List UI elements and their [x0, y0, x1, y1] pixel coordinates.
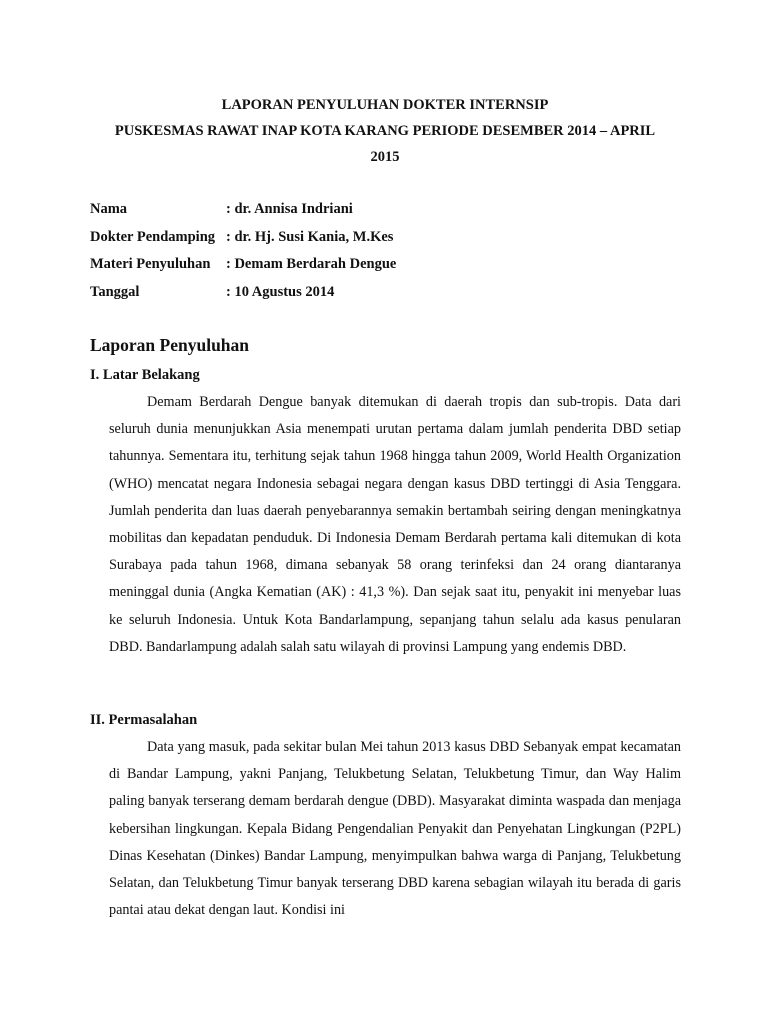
meta-row-materi-penyuluhan: [90, 251, 396, 279]
meta-row-nama: [90, 196, 396, 224]
title-line-2: PUSKESMAS RAWAT INAP KOTA KARANG PERIODE DESEMBER 2014 – APRIL: [114, 123, 656, 139]
meta-value: : dr. Hj. Susi Kania, M.Kes: [226, 228, 394, 245]
report-heading: Laporan Penyuluhan: [90, 335, 250, 355]
section-paragraph-permasalahan: Data yang masuk, pada sekitar bulan Mei tahun 2013 kasus DBD Sebanyak empat kecamatan di Bandar Lampung, yakni Panjang, Telukbetung Selatan, Telukbetung Timur, dan Way Halim paling banyak terserang demam berdarah dengue (DBD). Masyarakat diminta waspada dan menjaga kebersihan lingkungan. Kepala Bidang Pengendalian Penyakit dan Penyehatan Lingkungan (P2PL) Dinas Kesehatan (Dinkes) Bandar Lampung, menyimpulkan bahwa warga di Panjang, Telukbetung Selatan, dan Telukbetung Timur banyak terserang DBD karena sebagian wilayah itu berada di garis pantai atau dekat dengan laut. Kondisi ini: [109, 739, 681, 919]
meta-label: Nama: [90, 201, 128, 217]
meta-row-dokter-pendamping: [90, 224, 396, 252]
meta-table: [90, 196, 396, 306]
meta-value: : 10 Agustus 2014: [226, 283, 335, 300]
section-heading-permasalahan: II. Permasalahan: [90, 712, 198, 728]
section-heading-latar-belakang: I. Latar Belakang: [90, 367, 200, 383]
meta-label: Materi Penyuluhan: [90, 256, 211, 272]
title-line-1: LAPORAN PENYULUHAN DOKTER INTERNSIP: [221, 97, 549, 113]
meta-value: : Demam Berdarah Dengue: [226, 256, 397, 272]
document-title: [90, 92, 680, 170]
title-line-3: 2015: [370, 149, 400, 165]
meta-value: : dr. Annisa Indriani: [226, 201, 353, 217]
section-paragraph-latar-belakang: Demam Berdarah Dengue banyak ditemukan di daerah tropis dan sub-tropis. Data dari seluruh dunia menunjukkan Asia menempati urutan pertama dalam jumlah penderita DBD setiap tahunnya. Sementara itu, terhitung sejak tahun 1968 hingga tahun 2009, World Health Organization (WHO) mencatat negara Indonesia sebagai negara dengan kasus DBD tertinggi di Asia Tenggara. Jumlah penderita dan luas daerah penyebarannya semakin bertambah seiring dengan meningkatnya mobilitas dan kepadatan penduduk. Di Indonesia Demam Berdarah pertama kali ditemukan di kota Surabaya pada tahun 1968, dimana sebanyak 58 orang terinfeksi dan 24 orang diantaranya meninggal dunia (Angka Kematian (AK) : 41,3 %). Dan sejak saat itu, penyakit ini menyebar luas ke seluruh Indonesia. Untuk Kota Bandarlampung, sepanjang tahun selalu ada kasus penularan DBD. Bandarlampung adalah salah satu wilayah di provinsi Lampung yang endemis DBD.: [109, 394, 681, 655]
meta-row-tanggal: [90, 279, 396, 307]
meta-label: Dokter Pendamping: [90, 228, 216, 245]
meta-label: Tanggal: [90, 283, 140, 300]
